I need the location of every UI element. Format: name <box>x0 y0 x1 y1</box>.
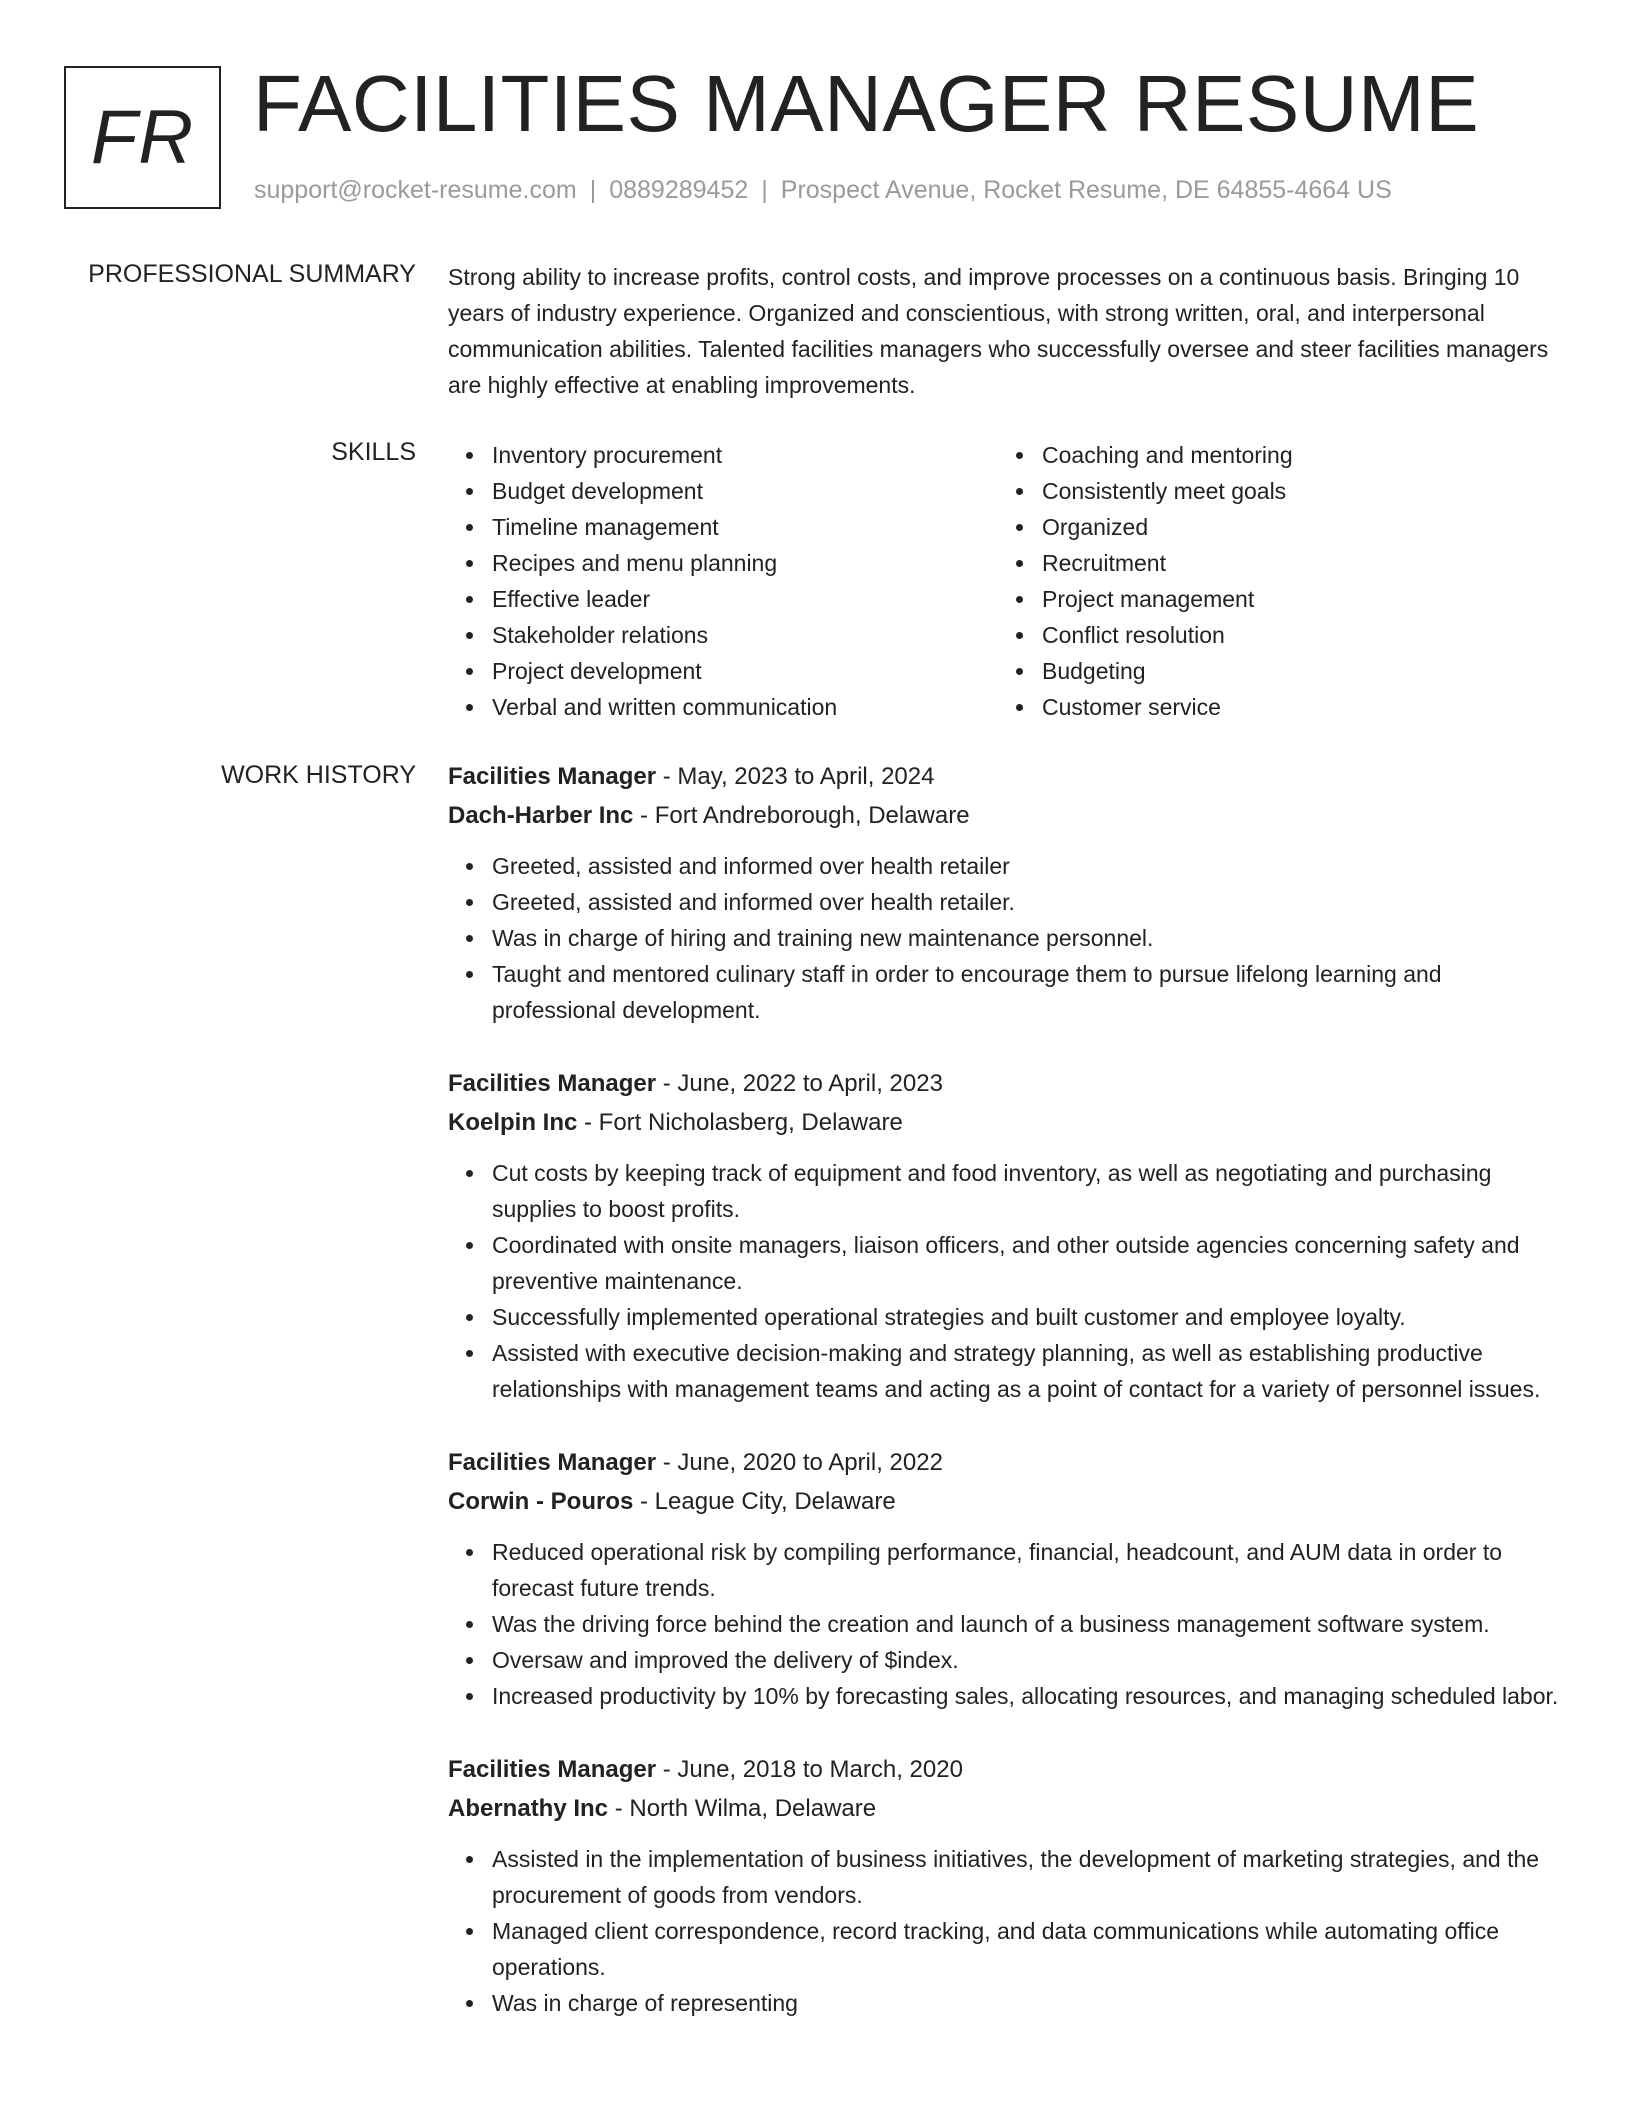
contact-address: Prospect Avenue, Rocket Resume, DE 64855-4664 US <box>780 176 1392 204</box>
list-item: Coaching and mentoring <box>998 437 1548 473</box>
resume-header <box>64 59 1584 210</box>
list-item: Organized <box>998 509 1548 545</box>
list-item: Budget development <box>448 473 998 509</box>
list-item: Was in charge of hiring and training new maintenance personnel. <box>448 920 1568 956</box>
list-item: Successfully implemented operational strategies and built customer and employee loyalty. <box>448 1299 1568 1335</box>
list-item: Greeted, assisted and informed over health retailer. <box>448 884 1568 920</box>
list-item: Managed client correspondence, record tracking, and data communications while automating office operations. <box>448 1913 1568 1985</box>
job-bullets <box>448 1841 1568 2021</box>
job-location: - Fort Andreborough, Delaware <box>633 802 970 829</box>
job-title-line <box>448 1443 1568 1482</box>
skills-list-right <box>998 437 1548 725</box>
job-location: - North Wilma, Delaware <box>608 1795 877 1822</box>
job-dates: - June, 2018 to March, 2020 <box>656 1756 963 1783</box>
job-bullets <box>448 1155 1568 1407</box>
job-title-line <box>448 1064 1568 1103</box>
job-dates: - June, 2022 to April, 2023 <box>656 1070 943 1097</box>
job-company-line <box>448 1482 1568 1521</box>
list-item: Taught and mentored culinary staff in order to encourage them to pursue lifelong learning and professional development. <box>448 956 1568 1028</box>
job-company: Koelpin Inc <box>448 1109 578 1136</box>
section-label-skills: SKILLS <box>331 438 416 466</box>
list-item: Oversaw and improved the delivery of $index. <box>448 1642 1568 1678</box>
list-item: Cut costs by keeping track of equipment and food inventory, as well as negotiating and purchasing supplies to boost profits. <box>448 1155 1568 1227</box>
contact-separator: | <box>761 176 768 204</box>
section-label-work-history: WORK HISTORY <box>221 761 416 789</box>
job-bullets <box>448 1534 1568 1714</box>
list-item: Greeted, assisted and informed over health retailer <box>448 848 1568 884</box>
job-dates: - June, 2020 to April, 2022 <box>656 1449 943 1476</box>
list-item: Verbal and written communication <box>448 689 998 725</box>
list-item: Assisted in the implementation of business initiatives, the development of marketing strategies, and the procurement of goods from vendors. <box>448 1841 1568 1913</box>
resume-title: FACILITIES MANAGER RESUME <box>253 59 1480 148</box>
job-location: - League City, Delaware <box>633 1488 896 1515</box>
job-title-line <box>448 757 1568 796</box>
job-company: Dach-Harber Inc <box>448 802 634 829</box>
list-item: Conflict resolution <box>998 617 1548 653</box>
job-company-line <box>448 1789 1568 1828</box>
job-location: - Fort Nicholasberg, Delaware <box>577 1109 903 1136</box>
list-item: Budgeting <box>998 653 1548 689</box>
list-item: Project management <box>998 581 1548 617</box>
contact-separator: | <box>589 176 597 204</box>
list-item: Inventory procurement <box>448 437 998 473</box>
work-history-list <box>448 757 1568 2057</box>
job-title-line <box>448 1750 1568 1789</box>
list-item: Was in charge of representing <box>448 1985 1568 2021</box>
list-item: Effective leader <box>448 581 998 617</box>
job-dates: - May, 2023 to April, 2024 <box>656 763 935 790</box>
job-company: Abernathy Inc <box>448 1795 609 1822</box>
list-item: Recruitment <box>998 545 1548 581</box>
job-company-line <box>448 796 1568 835</box>
list-item: Coordinated with onsite managers, liaison officers, and other outside agencies concerning safety and preventive maintenance. <box>448 1227 1568 1299</box>
list-item: Stakeholder relations <box>448 617 998 653</box>
list-item: Project development <box>448 653 998 689</box>
list-item: Recipes and menu planning <box>448 545 998 581</box>
job-bullets <box>448 848 1568 1028</box>
list-item: Customer service <box>998 689 1548 725</box>
monogram-logo: FR <box>64 66 221 209</box>
job-title: Facilities Manager <box>448 763 657 790</box>
job-title: Facilities Manager <box>448 1756 657 1783</box>
summary-text: Strong ability to increase profits, control costs, and improve processes on a continuous basis. Bringing 10 years of industry experience. Organized and conscientious, with strong written, oral, and interpersonal communication abilities. Talented facilities managers who successfully oversee and steer facilities managers are highly effective at enabling improvements. <box>448 264 1549 398</box>
skills-list-left <box>448 437 998 725</box>
job-entry <box>448 1443 1568 1714</box>
job-entry <box>448 757 1568 1028</box>
contact-line <box>254 176 1392 205</box>
job-company-line <box>448 1103 1568 1142</box>
list-item: Assisted with executive decision-making and strategy planning, as well as establishing productive relationships with management teams and acting as a point of contact for a variety of personnel issues. <box>448 1335 1568 1407</box>
list-item: Timeline management <box>448 509 998 545</box>
job-title: Facilities Manager <box>448 1070 657 1097</box>
job-entry <box>448 1750 1568 2021</box>
job-company: Corwin - Pouros <box>448 1488 634 1515</box>
list-item: Was the driving force behind the creation and launch of a business management software system. <box>448 1606 1568 1642</box>
contact-phone: 0889289452 <box>609 176 749 204</box>
contact-email: support@rocket-resume.com <box>254 176 577 204</box>
list-item: Reduced operational risk by compiling performance, financial, headcount, and AUM data in order to forecast future trends. <box>448 1534 1568 1606</box>
job-title: Facilities Manager <box>448 1449 657 1476</box>
job-entry <box>448 1064 1568 1407</box>
list-item: Consistently meet goals <box>998 473 1548 509</box>
section-label-summary: PROFESSIONAL SUMMARY <box>88 260 416 288</box>
list-item: Increased productivity by 10% by forecasting sales, allocating resources, and managing scheduled labor. <box>448 1678 1568 1714</box>
